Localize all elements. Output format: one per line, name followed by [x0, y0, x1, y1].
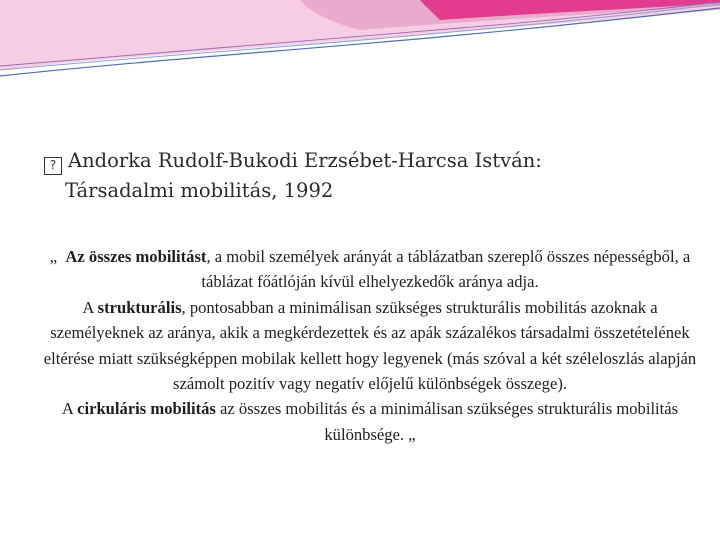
quote-paragraph-structural	[40, 295, 700, 397]
paragraph-circular-lead: A	[61, 399, 78, 419]
decorative-header-waves	[0, 0, 720, 90]
term-circular-mobility: cirkuláris mobilitás	[77, 399, 216, 419]
quote-paragraph-total	[40, 244, 700, 295]
paragraph-circular-text: az összes mobilitás és a minimálisan szükséges strukturális mobilitás különbsége.	[215, 399, 679, 444]
paragraph-structural-lead: A	[82, 297, 98, 317]
question-box-icon: ?	[44, 157, 62, 175]
heading-line-1: Andorka Rudolf-Bukodi Erzsébet-Harcsa István:	[68, 149, 542, 172]
quote-paragraph-circular	[40, 396, 700, 447]
slide-heading	[44, 146, 664, 206]
heading-line-2: Társadalmi mobilitás, 1992	[65, 179, 334, 202]
term-total-mobility: Az összes mobilitást	[65, 247, 207, 266]
paragraph-structural-text: , pontosabban a minimálisan szükséges strukturális mobilitás azoknak a személyeknek az aránya, akik a megkérdezettek és az apák százalékos társadalmi összetételének eltérése miatt szükségképpen mobilak kellett hogy legyenek (más szóval a két széleloszlás alapján számolt pozitív vagy negatív előjelű különbségek összege).	[43, 297, 697, 394]
quote-body	[40, 244, 700, 447]
term-structural: strukturális	[97, 297, 182, 317]
quote-close-mark: „	[408, 424, 416, 444]
quote-open-mark: „	[49, 247, 58, 266]
paragraph-total-text: , a mobil személyek arányát a táblázatban szereplő összes népességből, a táblázat főátlóján kívül elhelyezkedők aránya adja.	[201, 247, 691, 292]
